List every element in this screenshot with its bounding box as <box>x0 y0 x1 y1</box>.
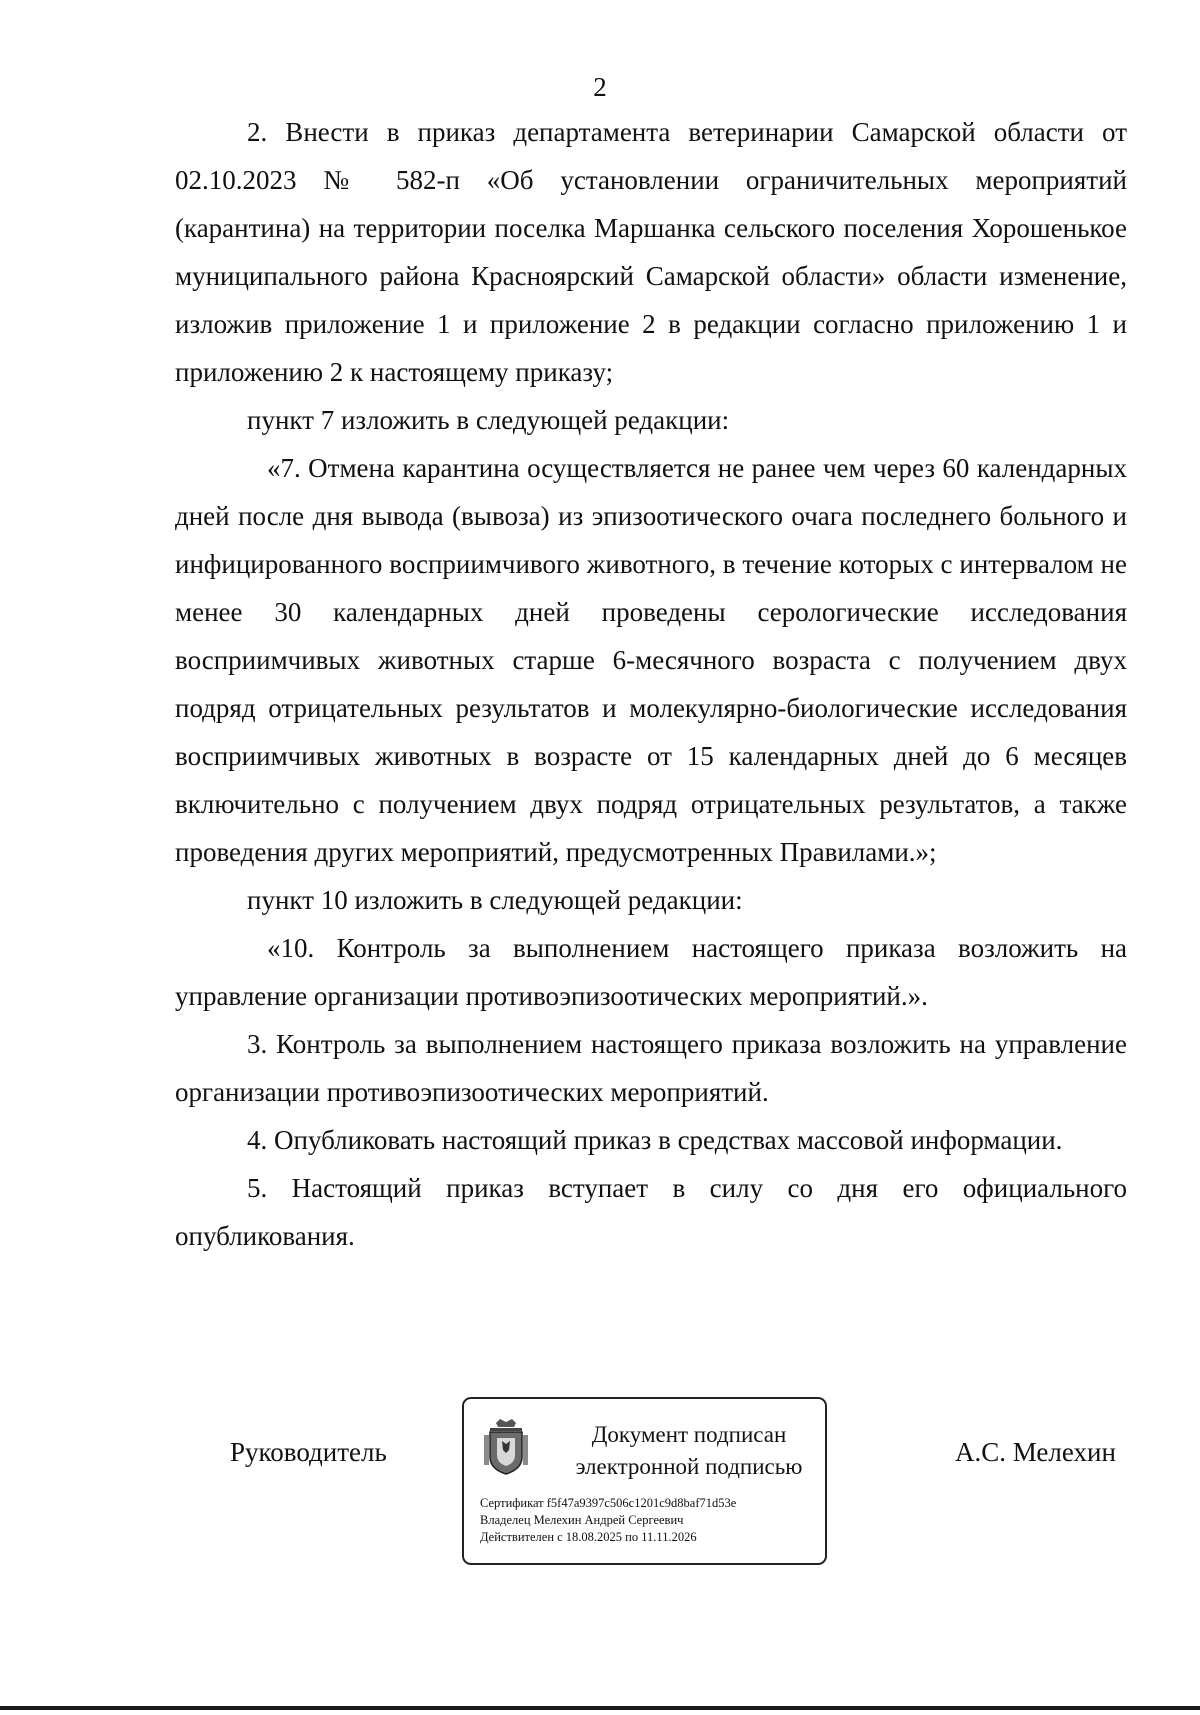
paragraph-amend-order: 2. Внести в приказ департамента ветеринарии Самарской области от 02.10.2023 № 582-п «Об установлении ограничительных мероприятий (карантина) на территории поселка Маршанка сельского поселения Хорошенькое муниципального района Красноярский Самарской области» области изменение, изложив приложение 1 и приложение 2 в редакции согласно приложению 1 и приложению 2 к настоящему приказу; <box>175 117 1127 387</box>
paragraph-point-7-text: «7. Отмена карантина осуществляется не ранее чем через 60 календарных дней после дня вывода (вывоза) из эпизоотического очага последнего больного и инфицированного восприимчивого животного, в течение которых с интервалом не менее 30 календарных дней проведены серологические исследования восприимчивых животных старше 6-месячного возраста с получением двух подряд отрицательных результатов и молекулярно-биологические исследования восприимчивых животных в возрасте от 15 календарных дней до 6 месяцев включительно с получением двух подряд отрицательных результатов, а также проведения других мероприятий, предусмотренных Правилами.»; <box>175 453 1127 867</box>
electronic-signature-stamp <box>462 1397 827 1565</box>
stamp-details <box>480 1495 736 1546</box>
paragraph-point-10-text: «10. Контроль за выполнением настоящего приказа возложить на управление организации противоэпизоотических мероприятий.». <box>175 933 1127 1011</box>
stamp-heading-line2: электронной подписью <box>575 1454 803 1479</box>
document-body <box>175 108 1127 1260</box>
paragraph-effective: 5. Настоящий приказ вступает в силу со дня его официального опубликования. <box>175 1173 1127 1251</box>
paragraph-control: 3. Контроль за выполнением настоящего приказа возложить на управление организации противоэпизоотических мероприятий. <box>175 1029 1127 1107</box>
stamp-certificate: Сертификат f5f47a9397c506c1201c9d8baf71d53e <box>480 1496 737 1510</box>
signature-block <box>0 1397 1200 1567</box>
paragraph-point-7-intro: пункт 7 изложить в следующей редакции: <box>247 405 730 435</box>
signer-title: Руководитель <box>230 1437 387 1467</box>
paragraph-point-10-intro: пункт 10 изложить в следующей редакции: <box>247 885 743 915</box>
scan-bottom-edge <box>0 1706 1200 1710</box>
stamp-heading <box>564 1419 814 1483</box>
paragraph-publish: 4. Опубликовать настоящий приказ в средствах массовой информации. <box>247 1125 1063 1155</box>
stamp-heading-line1: Документ подписан <box>591 1422 787 1447</box>
stamp-owner: Владелец Мелехин Андрей Сергеевич <box>480 1513 684 1527</box>
signer-name: А.С. Мелехин <box>955 1437 1116 1467</box>
samara-coat-of-arms-icon <box>482 1417 530 1477</box>
stamp-validity: Действителен с 18.08.2025 по 11.11.2026 <box>480 1530 697 1544</box>
page-number: 2 <box>593 72 607 102</box>
